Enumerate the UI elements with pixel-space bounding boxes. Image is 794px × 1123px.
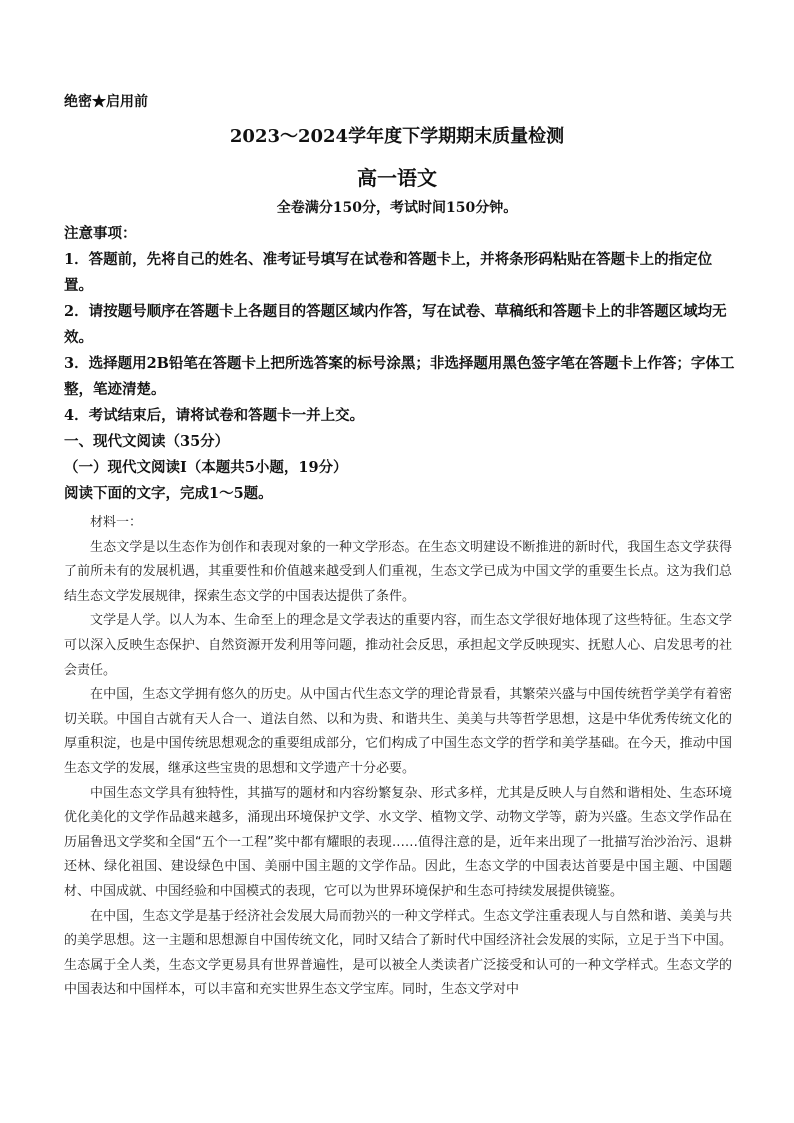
score-note: 全卷满分150分，考试时间150分钟。: [276, 200, 518, 216]
section-title: 一、现代文阅读（35分）: [64, 433, 230, 450]
reading-instruction: 阅读下面的文字，完成1～5题。: [64, 485, 273, 502]
material-paragraph: 文学是人学。以人为本、生命至上的理念是文学表达的重要内容，而生态文学很好地体现了这些特征。生态文学可以深入反映生态保护、自然资源开发利用等问题，推动社会反思，承担起文学反映现实、抚慰人心、启发思考的社会责任。: [64, 613, 732, 678]
material-paragraph: 生态文学是以生态作为创作和表现对象的一种文学形态。在生态文明建设不断推进的新时代，我国生态文学获得了前所未有的发展机遇，其重要性和价值越来越受到人们重视，生态文学已成为中国文学的重要生长点。这为我们总结生态文学发展规律，探索生态文学的中国表达提供了条件。: [64, 539, 732, 604]
material-paragraph: 在中国，生态文学是基于经济社会发展大局而勃兴的一种文学样式。生态文学注重表现人与自然和谐、美美与共的美学思想。这一主题和思想源自中国传统文化，同时又结合了新时代中国经济社会发展的实际，立足于当下中国。生态属于全人类，生态文学更易具有世界普遍性，是可以被全人类读者广泛接受和认可的一种文学样式。生态文学的中国表达和中国样本，可以丰富和充实世界生态文学宝库。同时，生态文学对中: [64, 908, 732, 998]
notice-item: 4．考试结束后，请将试卷和答题卡一并上交。: [64, 407, 365, 424]
material-paragraph: 在中国，生态文学拥有悠久的历史。从中国古代生态文学的理论背景看，其繁荣兴盛与中国传统哲学美学有着密切关联。中国自古就有天人合一、道法自然、以和为贵、和谐共生、美美与共等哲学思想，这是中华优秀传统文化的厚重积淀，也是中国传统思想观念的重要组成部分，它们构成了中国生态文学的哲学和美学基础。在今天，推动中国生态文学的发展，继承这些宝贵的思想和文学遗产十分必要。: [64, 687, 732, 776]
material-text: [64, 511, 732, 1003]
exam-title: 2023～2024学年度下学期期末质量检测: [229, 126, 565, 147]
material-label: 材料一：: [90, 515, 143, 530]
subject-title: 高一语文: [357, 166, 437, 190]
notice-item: 2．请按题号顺序在答题卡上各题目的答题区域内作答，写在试卷、草稿纸和答题卡上的非答题区域均无效。: [64, 303, 727, 346]
material-paragraph: 中国生态文学具有独特性，其描写的题材和内容纷繁复杂、形式多样，尤其是反映人与自然和谐相处、生态环境优化美化的文学作品越来越多，涌现出环境保护文学、水文学、植物文学、动物文学等，蔚为兴盛。生态文学作品在历届鲁迅文学奖和全国“五个一工程”奖中都有耀眼的表现……值得注意的是，近年来出现了一批描写治沙治污、退耕还林、绿化祖国、建设绿色中国、美丽中国主题的文学作品。因此，生态文学的中国表达首要是中国主题、中国题材、中国成就、中国经验和中国模式的表现，它可以为世界环境保护和生态可持续发展提供镜鉴。: [64, 785, 732, 899]
secret-mark: 绝密★启用前: [64, 94, 148, 110]
notice-section: [64, 221, 736, 507]
notice-heading: 注意事项：: [64, 225, 137, 242]
notice-item: 1．答题前，先将自己的姓名、准考证号填写在试卷和答题卡上，并将条形码粘贴在答题卡上的指定位置。: [64, 251, 713, 294]
notice-item: 3．选择题用2B铅笔在答题卡上把所选答案的标号涂黑；非选择题用黑色签字笔在答题卡上作答；字体工整，笔迹清楚。: [64, 355, 735, 398]
section-subtitle: （一）现代文阅读I（本题共5小题，19分）: [64, 459, 348, 476]
